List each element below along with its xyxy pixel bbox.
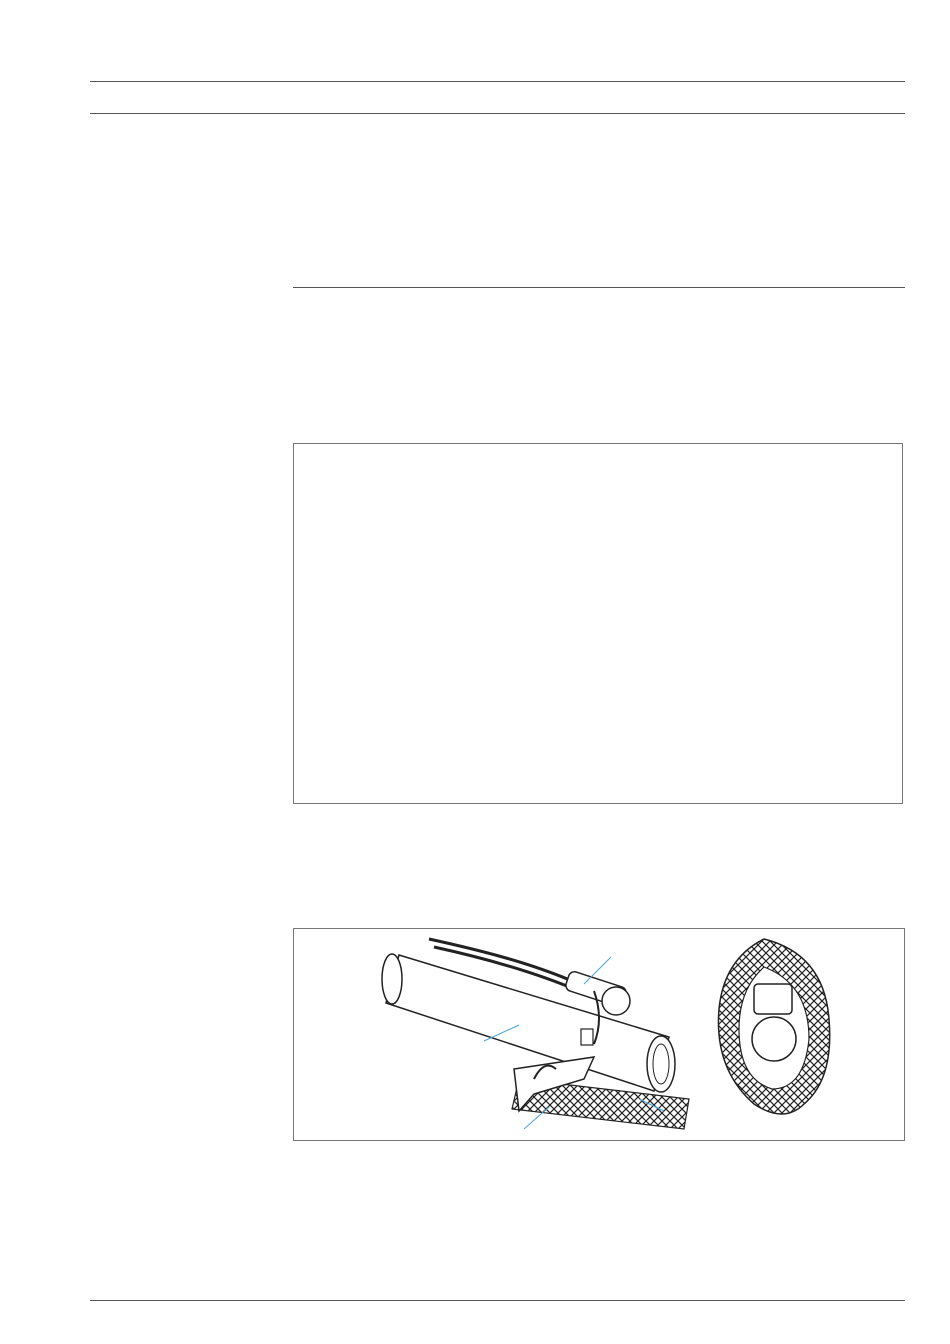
footer-rule [90, 1300, 905, 1301]
chart-frame [293, 443, 903, 804]
header-rule-top [90, 81, 905, 82]
header-rule-bottom [90, 113, 905, 114]
thermostat-illustration [294, 929, 904, 1140]
operating-envelope-chart [294, 444, 902, 803]
pipe-cross-section [718, 939, 829, 1114]
section-divider [293, 287, 905, 288]
thermostat-figure-frame [293, 928, 905, 1141]
